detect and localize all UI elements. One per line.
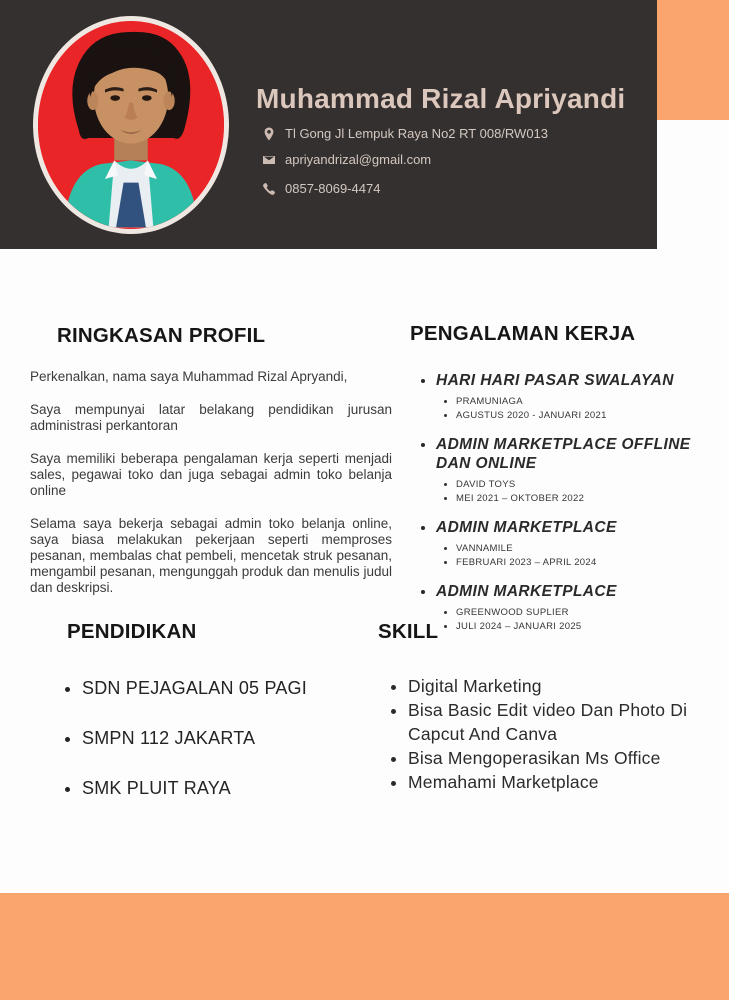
experience-title: HARI HARI PASAR SWALAYAN bbox=[436, 372, 674, 389]
section-profile-summary bbox=[30, 324, 392, 613]
contact-address-text: Tl Gong Jl Lempuk Raya No2 RT 008/RW013 bbox=[285, 126, 549, 141]
education-list bbox=[40, 678, 370, 798]
skill-item: • Bisa Basic Edit video Dan Photo Di Capcut And Canva bbox=[408, 698, 712, 746]
experience-item bbox=[436, 518, 712, 570]
education-item: • SDN PEJAGALAN 05 PAGI bbox=[82, 678, 370, 698]
experience-list bbox=[410, 371, 712, 634]
experience-detail: • AGUSTUS 2020 - JANUARI 2021 bbox=[456, 409, 712, 423]
envelope-icon bbox=[262, 153, 276, 167]
experience-detail: • PRAMUNIAGA bbox=[456, 395, 712, 409]
profile-body bbox=[30, 369, 392, 596]
skill-item: • Memahami Marketplace bbox=[408, 770, 712, 794]
experience-details bbox=[436, 395, 712, 423]
profile-photo bbox=[33, 16, 229, 234]
education-item: • SMPN 112 JAKARTA bbox=[82, 728, 370, 748]
contact-list bbox=[256, 126, 646, 196]
education-heading: PENDIDIKAN bbox=[67, 620, 197, 643]
experience-detail: • DAVID TOYS bbox=[456, 478, 712, 492]
skill-item: • Bisa Mengoperasikan Ms Office bbox=[408, 746, 712, 770]
section-education bbox=[40, 620, 370, 828]
experience-details bbox=[436, 478, 712, 506]
phone-icon bbox=[262, 182, 276, 196]
experience-item bbox=[436, 371, 712, 423]
experience-detail: • GREENWOOD SUPLIER bbox=[456, 606, 712, 620]
experience-detail: • JULI 2024 – JANUARI 2025 bbox=[456, 620, 712, 634]
person-name: Muhammad Rizal Apriyandi bbox=[256, 83, 626, 114]
experience-title: ADMIN MARKETPLACE bbox=[436, 519, 617, 536]
skills-list bbox=[378, 674, 712, 794]
profile-paragraph: Saya mempunyai latar belakang pendidikan jurusan administrasi perkantoran bbox=[30, 402, 392, 433]
section-work-experience bbox=[410, 322, 712, 646]
experience-item bbox=[436, 435, 712, 506]
profile-paragraph: Selama saya bekerja sebagai admin toko belanja online, saya biasa melakukan pekerjaan seperti memproses pesanan, membalas chat pembeli, mencetak struk pesanan, mengambil pesanan, mengunggah produk dan menulis judul dan deskripsi. bbox=[30, 516, 392, 595]
skill-item: • Digital Marketing bbox=[408, 674, 712, 698]
accent-band-bottom bbox=[0, 893, 729, 1000]
experience-detail: • MEI 2021 – OKTOBER 2022 bbox=[456, 492, 712, 506]
experience-title: ADMIN MARKETPLACE bbox=[436, 583, 617, 600]
contact-address bbox=[262, 126, 646, 141]
header-text bbox=[256, 84, 646, 207]
experience-title: ADMIN MARKETPLACE OFFLINE DAN ONLINE bbox=[436, 436, 691, 472]
experience-detail: • FEBRUARI 2023 – APRIL 2024 bbox=[456, 556, 712, 570]
profile-heading: RINGKASAN PROFIL bbox=[57, 324, 266, 347]
contact-email bbox=[262, 152, 646, 167]
experience-details bbox=[436, 542, 712, 570]
education-item: • SMK PLUIT RAYA bbox=[82, 778, 370, 798]
skills-heading: SKILL bbox=[378, 620, 439, 643]
experience-heading: PENGALAMAN KERJA bbox=[410, 322, 636, 345]
portrait-illustration bbox=[38, 21, 224, 229]
contact-phone bbox=[262, 181, 646, 196]
contact-phone-text: 0857-8069-4474 bbox=[285, 181, 381, 196]
accent-strip-top-right bbox=[657, 0, 729, 120]
profile-paragraph: Saya memiliki beberapa pengalaman kerja seperti menjadi sales, pegawai toko dan juga sebagai admin toko belanja online bbox=[30, 451, 392, 498]
location-pin-icon bbox=[262, 127, 276, 141]
contact-email-text: apriyandrizal@gmail.com bbox=[285, 152, 432, 167]
section-skills bbox=[378, 620, 712, 794]
experience-detail: • VANNAMILE bbox=[456, 542, 712, 556]
profile-paragraph: Perkenalkan, nama saya Muhammad Rizal Apryandi, bbox=[30, 369, 348, 384]
